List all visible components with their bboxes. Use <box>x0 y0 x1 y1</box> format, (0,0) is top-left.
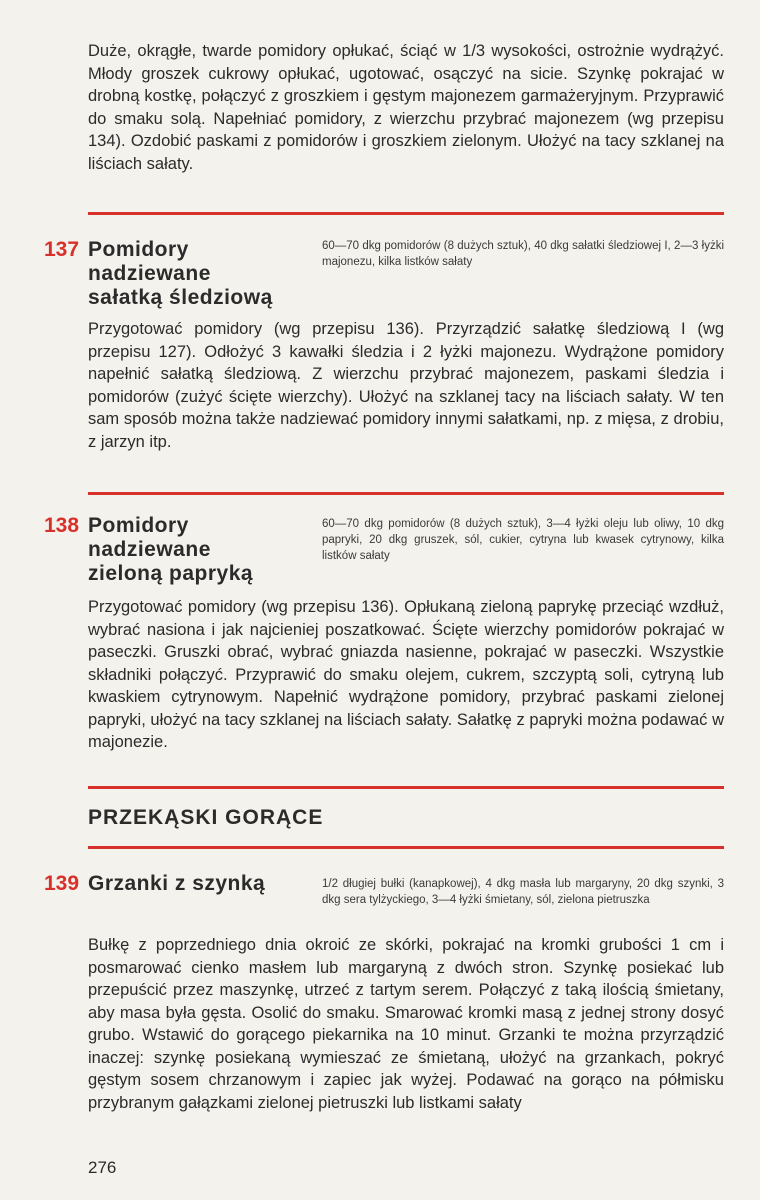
recipe-title-line: sałatką śledziową <box>88 286 273 309</box>
section-divider <box>88 492 724 495</box>
recipe-title-line: zieloną papryką <box>88 562 254 585</box>
page-number: 276 <box>88 1158 117 1177</box>
recipe-ingredients: 1/2 długiej bułki (kanapkowej), 4 dkg masła lub margaryny, 20 dkg szynki, 3 dkg sera tylżyckiego, 3—4 łyżki śmietany, sól, zielona pietruszka <box>322 878 724 906</box>
recipe-title-line: nadziewane <box>88 262 211 285</box>
section-title: PRZEKĄSKI GORĄCE <box>88 806 324 829</box>
intro-paragraph: Duże, okrągłe, twarde pomidory opłukać, ściąć w 1/3 wysokości, ostrożnie wydrążyć. Młody groszek cukrowy opłukać, ugotować, osączyć na sicie. Szynkę pokrajać w drobną kostkę, połączyć z groszkiem i gęstym majonezem garmażeryjnym. Przyprawić do smaku solą. Napełniać pomidory, z wierzchu przybrać majonezem (wg przepisu 134). Ozdobić paskami z pomidorów i groszkiem zielonym. Ułożyć na tacy szklanej na liściach sałaty. <box>88 42 724 173</box>
recipe-number: 137 <box>44 238 80 261</box>
recipe-title-line: Pomidory <box>88 514 189 537</box>
recipe-instructions: Bułkę z poprzedniego dnia okroić ze skórki, pokrajać na kromki grubości 1 cm i posmarować cienko masłem lub margaryną z dwóch stron. Szynkę posiekać lub przepuścić przez maszynkę, utrzeć z tartym serem. Połączyć z taką ilością śmietany, aby masa była gęsta. Osolić do smaku. Smarować kromki masą z jednej strony dosyć grubo. Wstawić do gorącego piekarnika na 10 minut. Grzanki te można przyrządzić inaczej: szynkę posiekaną wymieszać ze śmietaną, ułożyć na grzankach, pokryć gęstym sosem chrzanowym i zapiec jak wyżej. Podawać na gorąco na półmisku przybranym gałązkami zielonej pietruszki lub listkami sałaty <box>88 936 724 1112</box>
recipe-title <box>88 872 265 896</box>
recipe-instructions: Przygotować pomidory (wg przepisu 136). Opłukaną zieloną paprykę przeciąć wzdłuż, wybrać nasiona i jak najcieniej poszatkować. Ścięte wierzchy pomidorów pokrajać w paseczki. Gruszki obrać, wybrać gniazda nasienne, pokrajać w paseczki. Wszystkie składniki połączyć. Przyprawić do smaku olejem, cukrem, szczyptą soli, cytryną lub kwaskiem cytrynowym. Napełnić wydrążone pomidory, przybrać paskami zielonej papryki, ułożyć na tacy szklanej na liściach sałaty. Sałatkę z papryki można podawać w majonezie. <box>88 598 724 751</box>
recipe-instructions: Przygotować pomidory (wg przepisu 136). Przyrządzić sałatkę śledziową I (wg przepisu 127). Odłożyć 3 kawałki śledzia i 2 łyżki majonezu. Wydrążone pomidory napełnić sałatką śledziową. Z wierzchu przybrać majonezem, paskami śledzia i pomidorów (zużyć ścięte wierzchy). Ułożyć na szklanej tacy na liściach sałaty. W ten sam sposób można także nadziewać pomidory innymi sałatkami, np. z mięsa, z drobiu, z jarzyn itp. <box>88 320 724 451</box>
recipe-title-line: Pomidory <box>88 238 189 261</box>
recipe-ingredients: 60—70 dkg pomidorów (8 dużych sztuk), 40 dkg sałatki śledziowej I, 2—3 łyżki majonezu, kilka listków sałaty <box>322 240 724 268</box>
recipe-ingredients: 60—70 dkg pomidorów (8 dużych sztuk), 3—4 łyżki oleju lub oliwy, 10 dkg papryki, 20 dkg gruszek, sól, cukier, cytryna lub kwasek cytrynowy, kilka listków sałaty <box>322 518 724 562</box>
recipe-title-line: nadziewane <box>88 538 211 561</box>
recipe-title <box>88 514 253 586</box>
recipe-title <box>88 238 273 310</box>
recipe-number: 139 <box>44 872 80 895</box>
recipe-title-line: Grzanki z szynką <box>88 872 266 895</box>
section-divider <box>88 846 724 849</box>
section-divider <box>88 786 724 789</box>
recipe-number: 138 <box>44 514 80 537</box>
section-divider <box>88 212 724 215</box>
